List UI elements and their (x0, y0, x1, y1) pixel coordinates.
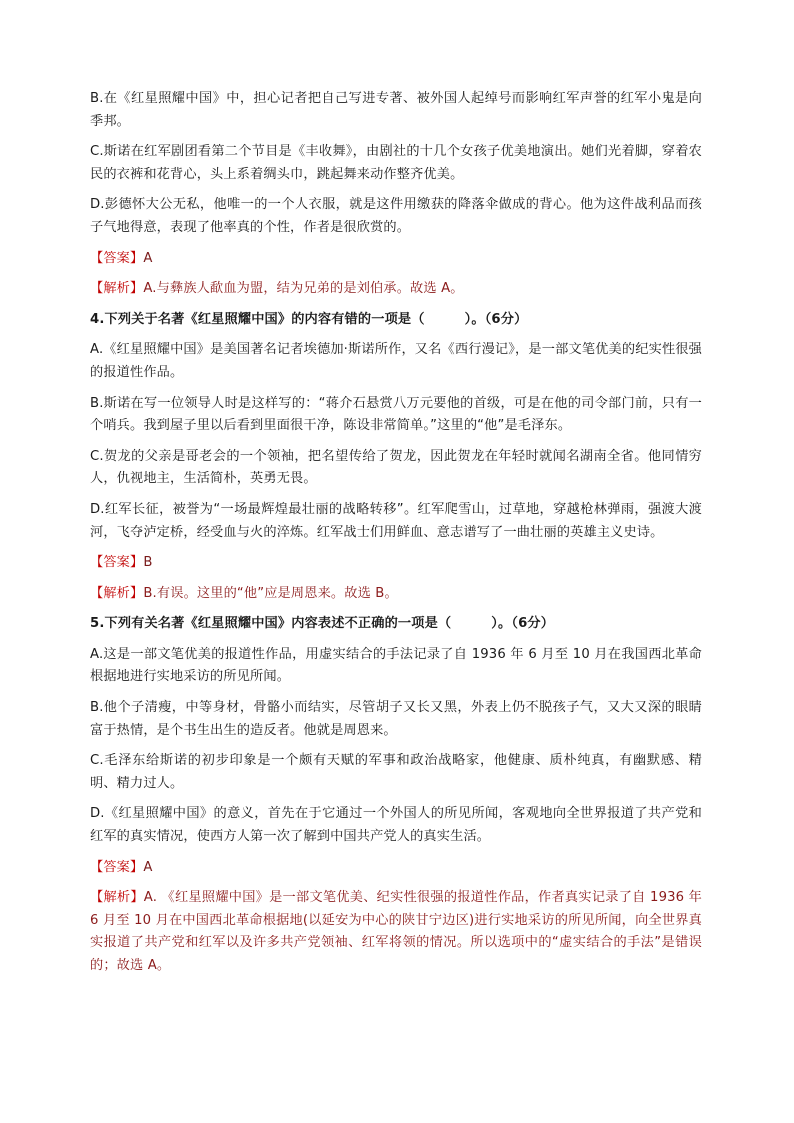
q4-option-b: B.斯诺在写一位领导人时是这样写的：“蒋介石悬赏八万元要他的首级，可是在他的司令部门前，只有一个哨兵。我到屋子里以后看到里面很干净，陈设非常简单。”这里的“他”是毛泽东。 (90, 395, 702, 434)
q3-option-b: B.在《红星照耀中国》中，担心记者把自己写进专著、被外国人起绰号而影响红军声誉的红军小鬼是向季邦。 (90, 91, 702, 129)
q4-option-c: C.贺龙的父亲是哥老会的一个领袖，把名望传给了贺龙，因此贺龙在年轻时就闻名湖南全省。他同情穷人，仇视地主，生活简朴，英勇无畏。 (90, 448, 702, 487)
q5-option-d: D.《红星照耀中国》的意义，首先在于它通过一个外国人的所见所闻，客观地向全世界报道了共产党和红军的真实情况，使西方人第一次了解到中国共产党人的真实生活。 (90, 806, 702, 845)
q4-stem: 4.下列关于名著《红星照耀中国》的内容有错的一项是（ ）。（6分） (90, 311, 528, 327)
q3-option-c: C.斯诺在红军剧团看第二个节目是《丰收舞》，由剧社的十几个女孩子优美地演出。她们光着脚，穿着农民的衣裤和花背心，头上系着绸头巾，跳起舞来动作整齐优美。 (90, 144, 702, 182)
q5-option-c: C.毛泽东给斯诺的初步印象是一个颇有天赋的军事和政治战略家，他健康、质朴纯真，有幽默感、精明、精力过人。 (90, 753, 702, 791)
q4-option-d: D.红军长征，被誉为“一场最辉煌最壮丽的战略转移”。红军爬雪山，过草地，穿越枪林弹雨，强渡大渡河，飞夺泸定桥，经受血与火的淬炼。红军战士们用鲜血、意志谱写了一曲壮丽的英雄主义史诗。 (90, 501, 702, 540)
q4-answer-line (90, 552, 702, 575)
document-page (90, 88, 702, 978)
analysis-tag: 【解析】 (90, 585, 144, 601)
answer-value: A (143, 859, 153, 875)
analysis-tag: 【解析】 (90, 890, 144, 906)
answer-tag: 【答案】 (90, 859, 144, 875)
q5-option-a: A.这是一部文笔优美的报道性作品，用虚实结合的手法记录了自 1936 年 6 月至 10 月在我国西北革命根据地进行实地采访的所见所闻。 (90, 646, 702, 685)
q5-answer-line (90, 857, 702, 880)
answer-value: A (143, 250, 153, 266)
q3-analysis-line (90, 278, 702, 301)
answer-tag: 【答案】 (90, 555, 144, 571)
q5-option-b: B.他个子清瘦，中等身材，骨骼小而结实，尽管胡子又长又黑，外表上仍不脱孩子气，又大又深的眼睛富于热情，是个书生出生的造反者。他就是周恩来。 (90, 700, 702, 738)
answer-value: B (143, 555, 153, 571)
q4-option-a: A.《红星照耀中国》是美国著名记者埃德加·斯诺所作，又名《西行漫记》，是一部文笔优美的纪实性很强的报道性作品。 (90, 342, 702, 380)
analysis-text: B.有误。这里的“他”应是周恩来。故选 B。 (143, 585, 398, 601)
q3-answer-line (90, 248, 702, 271)
answer-tag: 【答案】 (90, 250, 144, 266)
analysis-text: A. 《红星照耀中国》是一部文笔优美、纪实性很强的报道性作品，作者真实记录了自 1936 年 6 月至 10 月在中国西北革命根据地(以延安为中心的陕甘宁边区)进行实地采访的所见所闻，向全世界真实报道了共产党和红军以及许多共产党领袖、红军将领的情况。所以选项中的“虚实结合的手法”是错误的；故选 A。 (90, 890, 703, 973)
analysis-text: A.与彝族人歃血为盟，结为兄弟的是刘伯承。故选 A。 (143, 281, 464, 297)
q4-analysis-line (90, 583, 702, 606)
q5-analysis-line (90, 887, 702, 977)
q5-stem: 5.下列有关名著《红星照耀中国》内容表述不正确的一项是（ ）。（6分） (90, 616, 555, 632)
analysis-tag: 【解析】 (90, 281, 144, 297)
q3-option-d: D.彭德怀大公无私，他唯一的一个人衣服，就是这件用缴获的降落伞做成的背心。他为这件战利品而孩子气地得意，表现了他率真的个性，作者是很欣赏的。 (90, 197, 702, 235)
